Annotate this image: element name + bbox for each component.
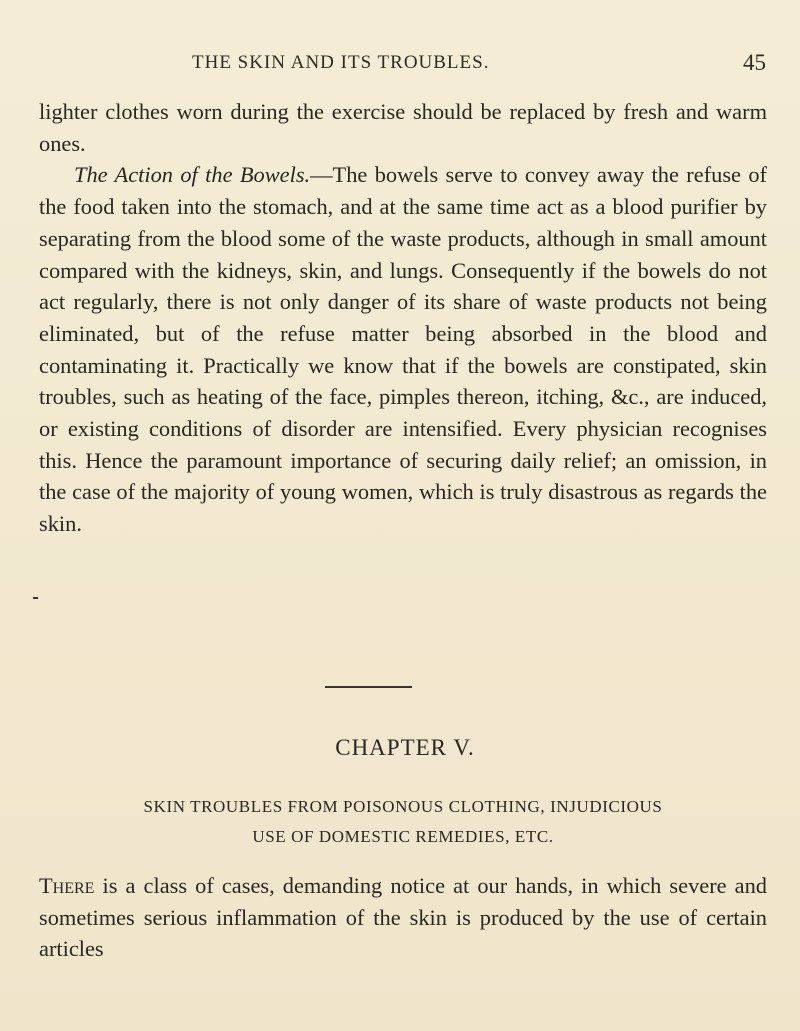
chapter-subtitle-line-2: USE OF DOMESTIC REMEDIES, ETC. bbox=[252, 827, 554, 846]
side-heading: The Action of the Bowels. bbox=[74, 162, 311, 188]
opening-text: is a class of cases, demanding notice at our hands, in which severe and sometimes serious inflammation of the skin is produced by the use of certain articles bbox=[39, 873, 767, 962]
chapter-title: CHAPTER V. bbox=[335, 735, 475, 760]
running-title: THE SKIN AND ITS TROUBLES. bbox=[192, 52, 490, 73]
running-head bbox=[0, 50, 800, 80]
section-rule bbox=[325, 686, 412, 688]
chapter-subtitle bbox=[39, 792, 767, 852]
chapter-opening-paragraph bbox=[39, 870, 767, 965]
chapter-opening bbox=[39, 870, 767, 965]
paragraph-bowels-text: —The bowels serve to convey away the refuse of the food taken into the stomach, and at the same time act as a blood purifier by separating from the blood some of the waste products, although in small amount compared with the kidneys, skin, and lungs. Consequently if the bowels do not act regularly, there is not only danger of its share of waste products not being eliminated, but of the refuse matter being absorbed in the blood and contaminating it. Practically we know that if the bowels are constipated, skin troubles, such as heating of the face, pimples thereon, itching, &c., are induced, or existing conditions of disorder are intensified. Every physician recognises this. Hence the paramount importance of securing daily relief; an omission, in the case of the majority of young women, which is truly disastrous as regards the skin. bbox=[39, 162, 767, 537]
chapter-subtitle-line-1: SKIN TROUBLES FROM POISONOUS CLOTHING, INJUDICIOUS bbox=[143, 797, 663, 816]
printing-mark bbox=[33, 597, 38, 599]
opening-word: There bbox=[39, 873, 95, 898]
continued-paragraph: lighter clothes worn during the exercise should be replaced by fresh and warm ones. bbox=[39, 99, 767, 156]
page-number: 45 bbox=[743, 50, 766, 75]
body-text bbox=[39, 96, 767, 540]
paragraph-bowels bbox=[39, 159, 767, 539]
